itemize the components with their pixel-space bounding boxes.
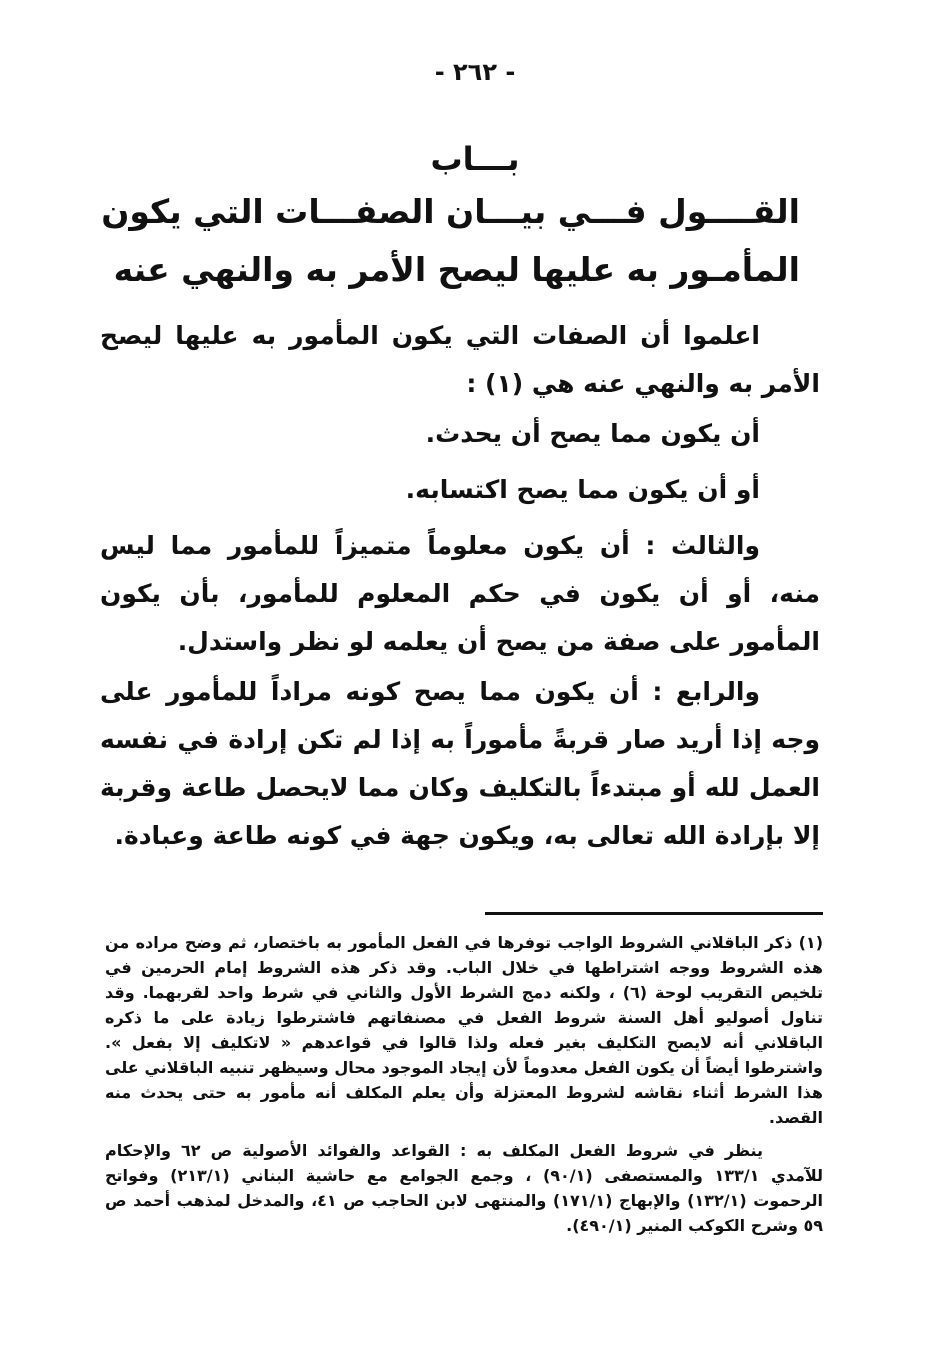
footnote-separator: [485, 912, 823, 915]
paragraph-text: أو أن يكون مما يصح اكتسابه.: [405, 475, 760, 504]
paragraph-text: والثالث : أن يكون معلوماً متميزاً للمأمور مما ليس منه، أو أن يكون في حكم المعلوم للمأمور، بأن يكون المأمور على صفة من يصح أن يعلمه لو نظر واستدل.: [100, 531, 820, 656]
paragraph-text: اعلموا أن الصفات التي يكون المأمور به عليها ليصح الأمر به والنهي عنه هي (١) :: [100, 321, 820, 398]
footnote-references: [105, 1138, 823, 1238]
footnote-1: [105, 930, 823, 1130]
body-paragraph-2: [100, 410, 820, 458]
footnote-text: ينظر في شروط الفعل المكلف به : القواعد والفوائد الأصولية ص ٦٢ والإحكام للآمدي ١٣٣/١ والمستصفى (٩٠/١) ، وجمع الجوامع مع حاشية البناني (٢١٣/١) وفواتح الرحموت (١٣٢/١) والإبهاج (١٧١/١) والمنتهى لابن الحاجب ص ٤١، والمدخل لمذهب أحمد ص ٥٩ وشرح الكوكب المنير (٤٩٠/١).: [105, 1141, 824, 1235]
page-number: - ٢٦٢ -: [434, 58, 516, 86]
body-paragraph-4: [100, 522, 820, 666]
chapter-heading: بـــاب: [430, 140, 520, 178]
paragraph-text: والرابع : أن يكون مما يصح كونه مراداً للمأمور على وجه إذا أريد صار قربةً مأموراً به إذا لم تكن إرادة في نفسه العمل لله أو مبتدءاً بالتكليف وكان مما لايحصل طاعة وقربة إلا بإرادة الله تعالى به، ويكون جهة في كونه طاعة وعبادة.: [100, 677, 820, 850]
body-paragraph-5: [100, 668, 820, 860]
body-paragraph-3: [100, 466, 820, 514]
chapter-title-line-1: القــــول فـــي بيـــان الصفـــات التي يكون: [101, 192, 800, 231]
footnote-text: (١) ذكر الباقلاني الشروط الواجب توفرها في الفعل المأمور به باختصار، ثم وضح مراده من هذه الشروط ووجه اشتراطها في خلال الباب. وقد ذكر هذه الشروط إمام الحرمين في تلخيص التقريب لوحة (٦) ، ولكنه دمج الشرط الأول والثاني في شرط واحد لقربهما. وقد تناول أصوليو أهل السنة شروط الفعل في مصنفاتهم فاشترطوا زيادة على ما ذكره الباقلاني أنه لايصح التكليف بغير فعله ولذا قالوا في قواعدهم « لاتكليف إلا بفعل ». واشترطوا أيضاً أن يكون الفعل معدوماً لأن إيجاد الموجود محال وسيظهر تنبيه الباقلاني على هذا الشرط أثناء نقاشه لشروط المعتزلة وأن يعلم المكلف أنه مأمور به حتى يحدث منه القصد.: [105, 933, 823, 1127]
paragraph-text: أن يكون مما يصح أن يحدث.: [425, 419, 760, 448]
body-paragraph-1: [100, 312, 820, 408]
chapter-title-line-2: المأمـور به عليها ليصح الأمر به والنهي عنه: [113, 250, 800, 289]
